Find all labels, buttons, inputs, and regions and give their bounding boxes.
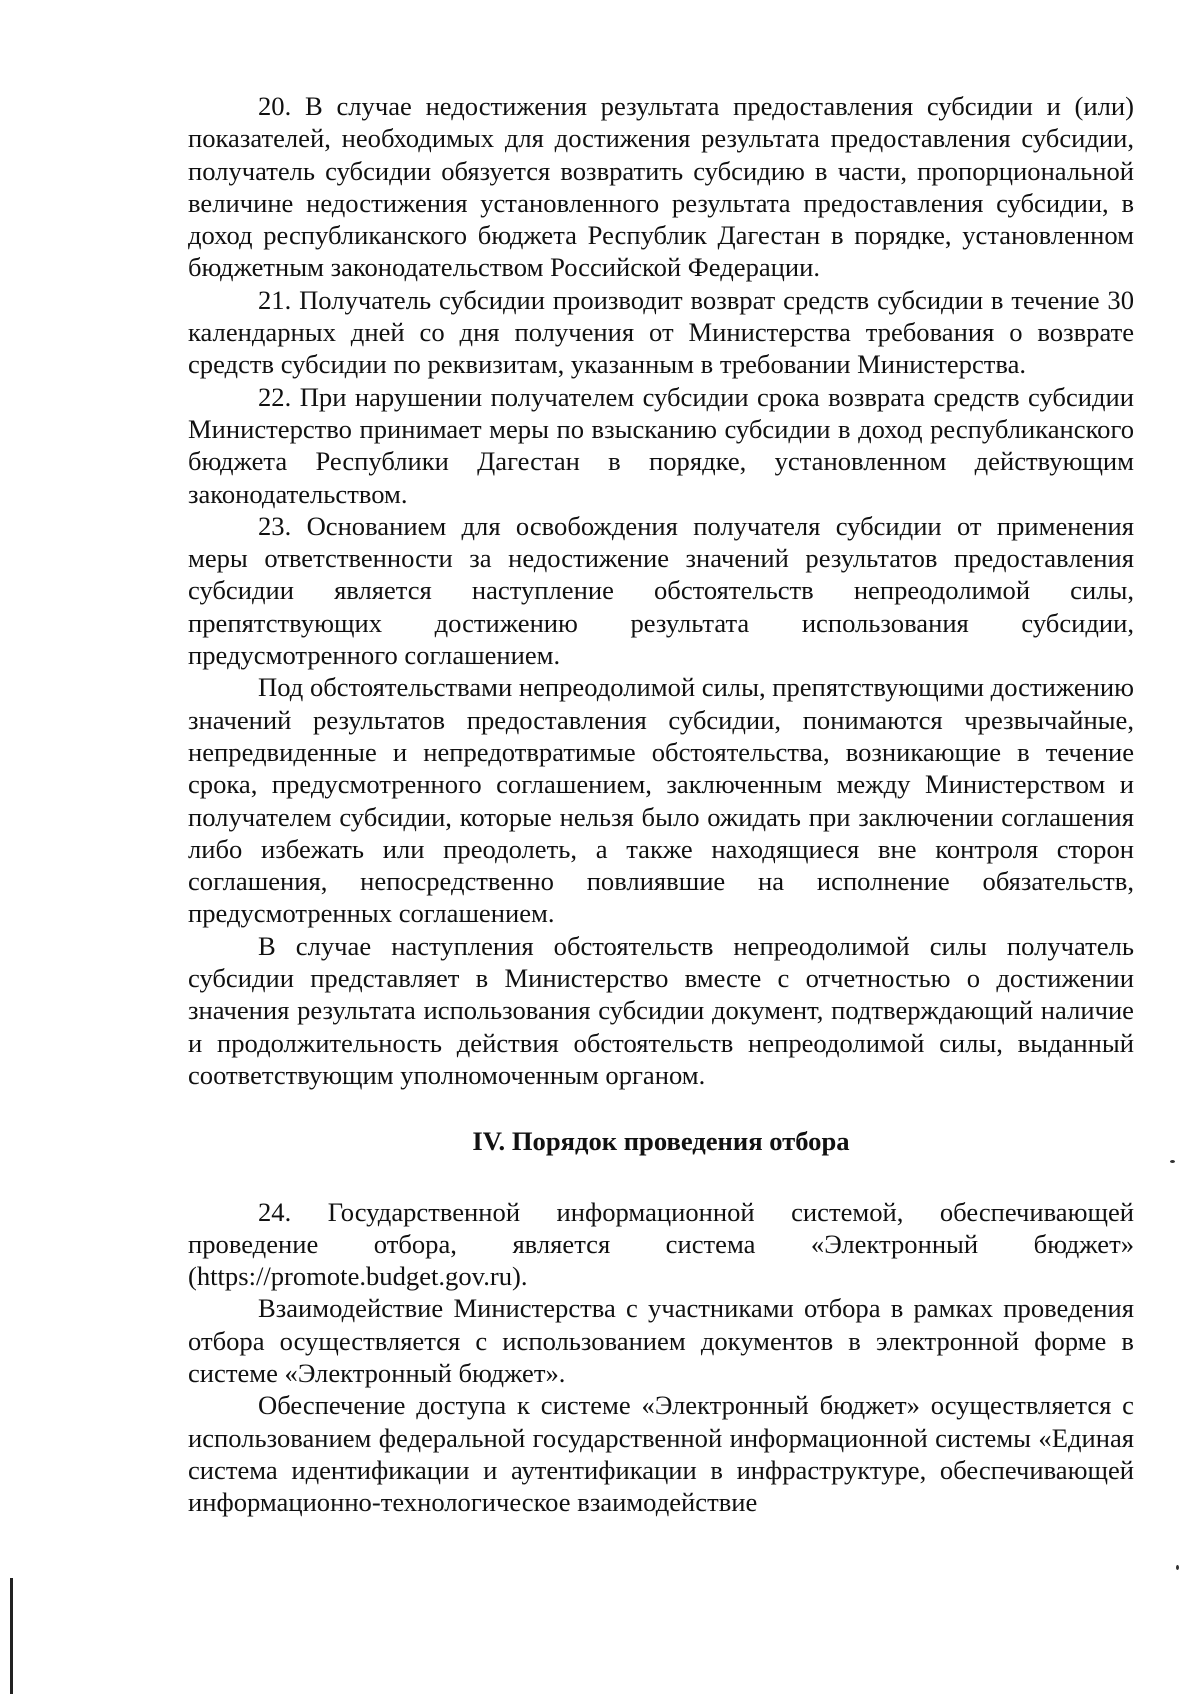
- document-page: [188, 90, 1134, 1518]
- paragraph-force-majeure-definition: Под обстоятельствами непреодолимой силы, препятствующими достижению значений результатов предоставления субсидии, понимаются чрезвычайные, непредвиденные и непредотвратимые обстоятельства, возникающие в течение срока, предусмотренного соглашением, заключенным между Министерством и получателем субсидии, которые нельзя было ожидать при заключении соглашения либо избежать или преодолеть, а также находящиеся вне контроля сторон соглашения, непосредственно повлиявшие на исполнение обязательств, предусмотренных соглашением.: [188, 672, 1134, 929]
- scan-edge-line: [10, 1578, 13, 1694]
- paragraph-20: 20. В случае недостижения результата предоставления субсидии и (или) показателей, необходимых для достижения результата предоставления субсидии, получатель субсидии обязуется возвратить субсидию в части, пропорциональной величине недостижения установленного результата предоставления субсидии, в доход республиканского бюджета Республик Дагестан в порядке, установленном бюджетным законодательством Российской Федерации.: [188, 91, 1134, 283]
- paragraph-force-majeure-documents: В случае наступления обстоятельств непреодолимой силы получатель субсидии представляет в Министерство вместе с отчетностью о достижении значения результата использования субсидии документ, подтверждающий наличие и продолжительность действия обстоятельств непреодолимой силы, выданный соответствующим уполномоченным органом.: [188, 930, 1134, 1090]
- paragraph-24: 24. Государственной информационной системой, обеспечивающей проведение отбора, является система «Электронный бюджет» (https://promote.budget.gov.ru).: [188, 1196, 1134, 1292]
- scan-speck: [1176, 1565, 1179, 1570]
- scan-speck: [1170, 1160, 1175, 1163]
- paragraph-23: 23. Основанием для освобождения получателя субсидии от применения меры ответственности за недостижение значений результатов предоставления субсидии является наступление обстоятельств непреодолимой силы, препятствующих достижению результата использования субсидии, предусмотренного соглашением.: [188, 510, 1134, 671]
- paragraph-access: Обеспечение доступа к системе «Электронный бюджет» осуществляется с использованием федеральной государственной информационной системы «Единая система идентификации и аутентификации в инфраструктуре, обеспечивающей информационно-технологическое взаимодействие: [188, 1390, 1134, 1518]
- paragraph-21: 21. Получатель субсидии производит возврат средств субсидии в течение 30 календарных дней со дня получения от Министерства требования о возврате средств субсидии по реквизитам, указанным в требовании Министерства.: [188, 284, 1134, 380]
- paragraph-22: 22. При нарушении получателем субсидии срока возврата средств субсидии Министерство принимает меры по взысканию субсидии в доход республиканского бюджета Республики Дагестан в порядке, установленном действующим законодательством.: [188, 381, 1134, 509]
- paragraph-interaction: Взаимодействие Министерства с участниками отбора в рамках проведения отбора осуществляется с использованием документов в электронной форме в системе «Электронный бюджет».: [188, 1293, 1134, 1388]
- section-heading: IV. Порядок проведения отбора: [472, 1126, 850, 1157]
